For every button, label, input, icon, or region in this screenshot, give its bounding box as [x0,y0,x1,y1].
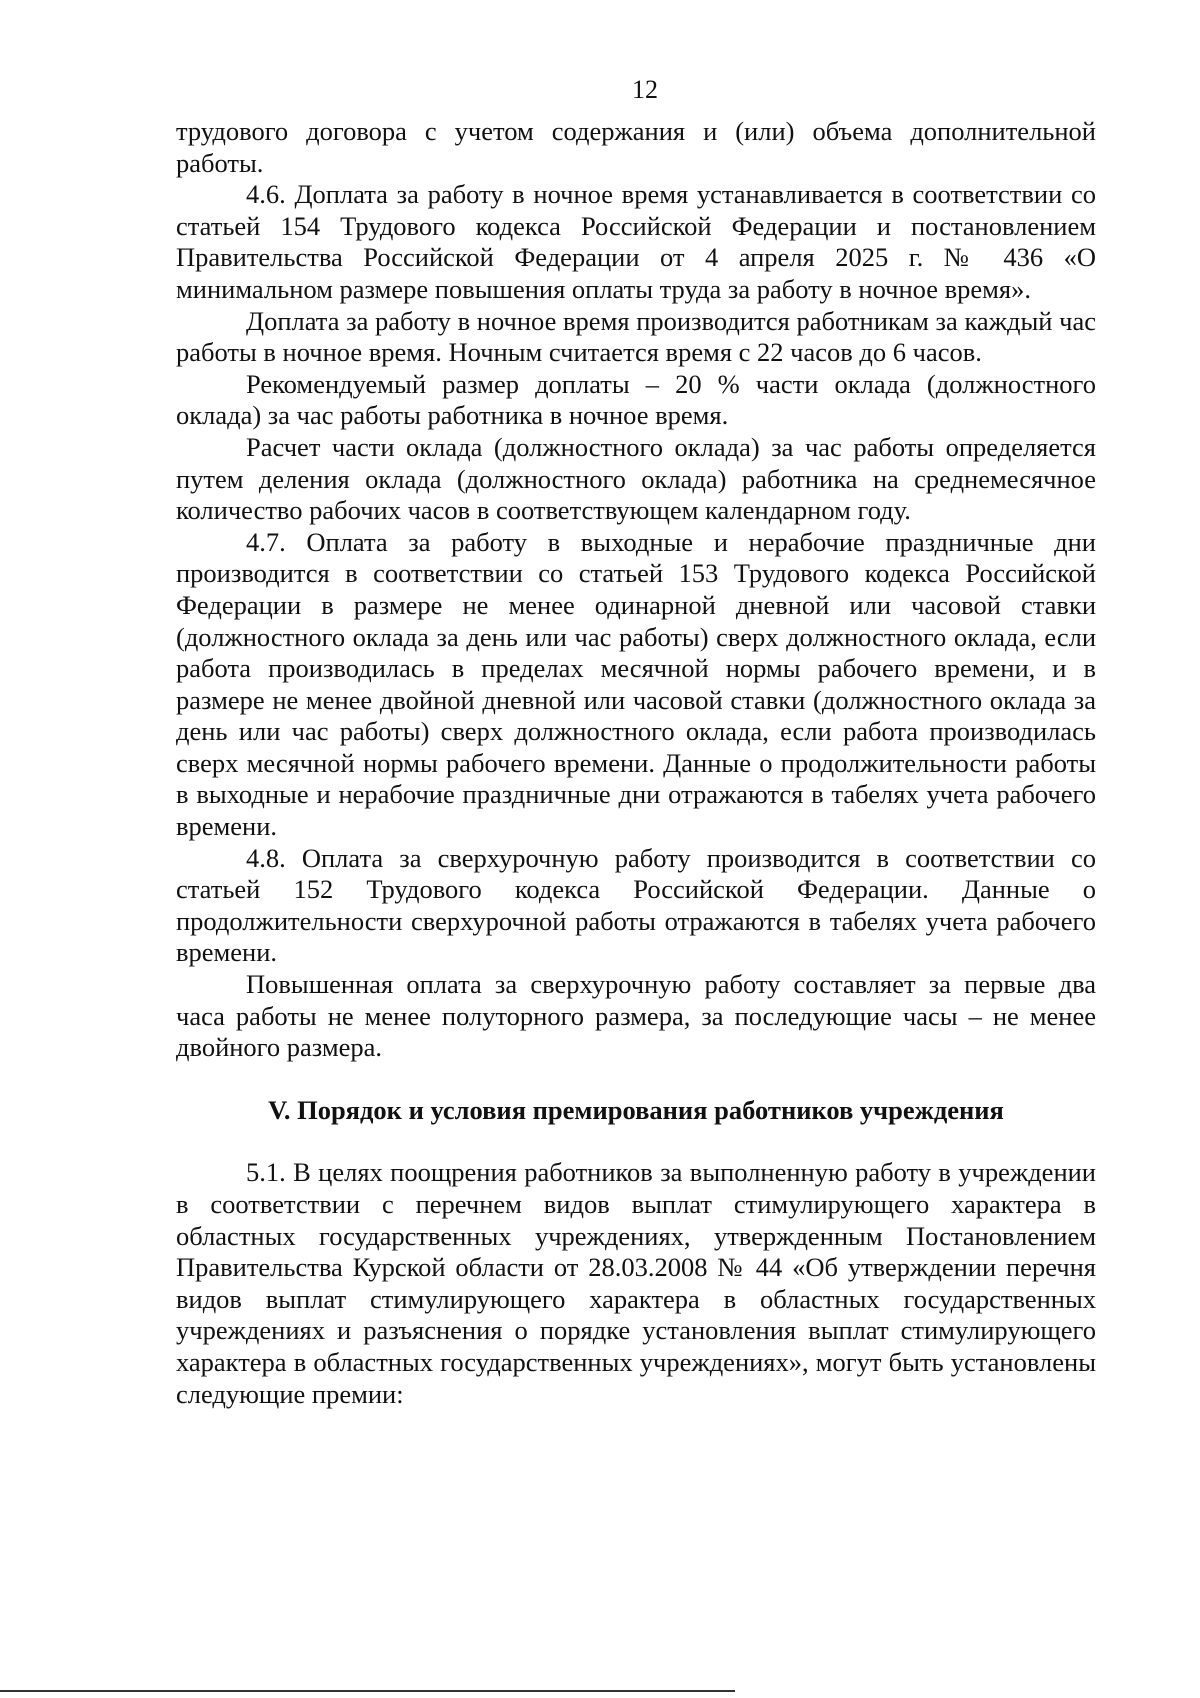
page-number: 12 [632,75,658,104]
paragraph-calculation: Расчет части оклада (должностного оклада) за час работы определяется путем деления оклада (должностного оклада) работника на среднемесячное количество рабочих часов в соответствующем календарном году. [176,431,1096,526]
paragraph-continuation: трудового договора с учетом содержания и (или) объема дополнительной работы. [176,116,1096,178]
paragraph-overtime-rate: Повышенная оплата за сверхурочную работу составляет за первые два часа работы не менее полуторного размера, за последующие часы – не менее двойного размера. [176,969,1096,1063]
paragraph-night-work: Доплата за работу в ночное время производится работникам за каждый час работы в ночное время. Ночным считается время с 22 часов до 6 часов. [176,305,1096,368]
section-heading: V. Порядок и условия премирования работников учреждения [268,1094,1004,1125]
paragraph-4-6: 4.6. Доплата за работу в ночное время устанавливается в соответствии со статьей 154 Трудового кодекса Российской Федерации и постановлением Правительства Российской Федерации от 4 апреля 2025 г. № 436 «О минимальном размере повышения оплаты труда за работу в ночное время». [176,179,1096,304]
paragraph-4-7: 4.7. Оплата за работу в выходные и нерабочие праздничные дни производится в соответствии со статьей 153 Трудового кодекса Российской Федерации в размере не менее одинарной дневной или часовой ставки (должностного оклада за день или час работы) сверх должностного оклада, если работа производилась в пределах месячной нормы рабочего времени, и в размере не менее двойной дневной или часовой ставки (должностного оклада за день или час работы) сверх должностного оклада, если работа производилась сверх месячной нормы рабочего времени. Данные о продолжительности работы в выходные и нерабочие праздничные дни отражаются в табелях учета рабочего времени. [176,526,1096,842]
paragraph-5-1: 5.1. В целях поощрения работников за выполненную работу в учреждении в соответствии с перечнем видов выплат стимулирующего характера в областных государственных учреждениях, утвержденным Постановлением Правительства Курской области от 28.03.2008 № 44 «Об утверждении перечня видов выплат стимулирующего характера в областных государственных учреждениях и разъяснения о порядке установления выплат стимулирующего характера в областных государственных учреждениях», могут быть установлены следующие премии: [176,1157,1096,1409]
document-body [176,116,1096,1410]
paragraph-4-8: 4.8. Оплата за сверхурочную работу производится в соответствии со статьей 152 Трудового кодекса Российской Федерации. Данные о продолжительности сверхурочной работы отражаются в табелях учета рабочего времени. [176,842,1096,968]
paragraph-recommended-rate: Рекомендуемый размер доплаты – 20 % части оклада (должностного оклада) за час работы работника в ночное время. [176,368,1096,431]
page-bottom-rule [0,1690,735,1692]
